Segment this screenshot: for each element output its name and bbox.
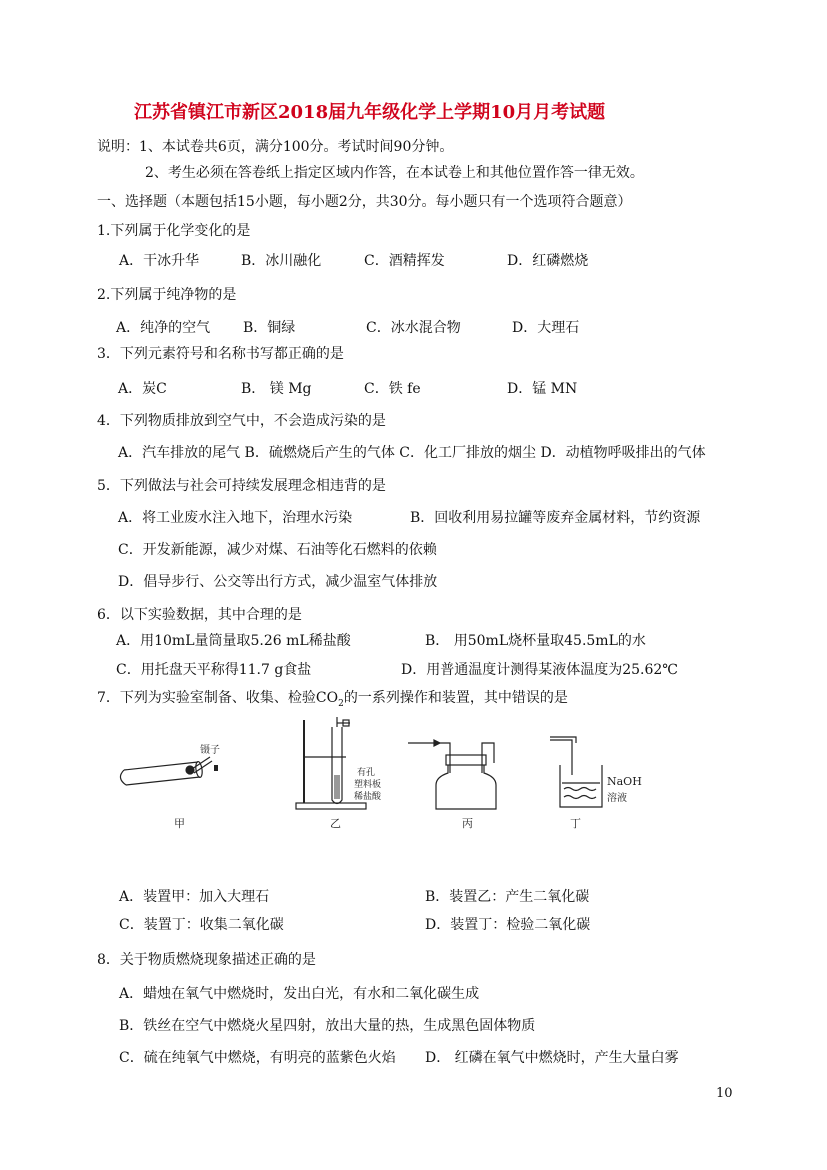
q3-option-c: C．铁 fe	[364, 381, 421, 397]
q6-option-d: D．用普通温度计测得某液体温度为25.62℃	[401, 662, 678, 678]
q1-option-a: A．干冰升华	[119, 253, 200, 269]
q2-option-b: B．铜绿	[243, 320, 296, 336]
q7-option-a: A．装置甲：加入大理石	[119, 889, 270, 905]
q1-option-c: C．酒精挥发	[364, 253, 445, 269]
q2-option-c: C．冰水混合物	[366, 320, 461, 336]
plate-label-2: 塑料板	[354, 780, 382, 790]
q1-option-d: D．红磷燃烧	[507, 253, 589, 269]
q5-option-b: B．回收利用易拉罐等废弃金属材料，节约资源	[410, 510, 701, 526]
note-2: 2、考生必须在答卷纸上指定区域内作答，在本试卷上和其他位置作答一律无效。	[145, 165, 644, 181]
q1-stem: 1.下列属于化学变化的是	[97, 223, 251, 239]
q8-option-b: B．铁丝在空气中燃烧火星四射，放出大量的热，生成黑色固体物质	[119, 1018, 536, 1034]
q5-option-d: D．倡导步行、公交等出行方式，减少温室气体排放	[118, 574, 438, 590]
apparatus-jia	[120, 743, 220, 785]
q7-stem-sub: 2	[338, 698, 344, 709]
page-number: 10	[716, 1086, 733, 1101]
q7-option-c: C．装置丁：收集二氧化碳	[119, 917, 284, 933]
q8-option-a: A．蜡烛在氧气中燃烧时，发出白光，有水和二氧化碳生成	[119, 986, 480, 1002]
q3-option-b: B． 镁 Mg	[241, 381, 312, 397]
q7-stem-post: 的一系列操作和装置，其中错误的是	[343, 690, 568, 706]
apparatus-bing	[408, 740, 496, 809]
q8-stem: 8．关于物质燃烧现象描述正确的是	[97, 952, 316, 968]
q6-option-b: B． 用50mL烧杯量取45.5mL的水	[425, 633, 646, 649]
q3-option-d: D．锰 MN	[507, 381, 578, 397]
q4-stem: 4．下列物质排放到空气中，不会造成污染的是	[97, 413, 386, 429]
q8-option-d: D． 红磷在氧气中燃烧时，产生大量白雾	[425, 1050, 679, 1066]
q2-stem: 2.下列属于纯净物的是	[97, 287, 237, 303]
label-yi: 乙	[330, 817, 341, 830]
q2-option-a: A．纯净的空气	[116, 320, 211, 336]
q6-stem: 6．以下实验数据，其中合理的是	[97, 607, 302, 623]
acid-label: 稀盐酸	[354, 792, 382, 802]
apparatus-figure	[110, 715, 670, 835]
naoh-label: NaOH	[607, 775, 642, 788]
q1-option-b: B．冰川融化	[241, 253, 322, 269]
page-title: 江苏省镇江市新区2018届九年级化学上学期10月月考试题	[134, 102, 606, 123]
q7-stem	[97, 689, 568, 713]
q3-option-a: A．炭C	[118, 381, 167, 397]
q2-option-d: D．大理石	[512, 320, 580, 336]
tweezers-label: 镊子	[200, 745, 220, 756]
q7-stem-pre: 7．下列为实验室制备、收集、检验CO	[97, 690, 339, 706]
q6-option-c: C．用托盘天平称得11.7 g食盐	[116, 662, 312, 678]
q7-option-d: D．装置丁：检验二氧化碳	[425, 917, 591, 933]
q3-stem: 3．下列元素符号和名称书写都正确的是	[97, 346, 344, 362]
q8-option-c: C．硫在纯氧气中燃烧，有明亮的蓝紫色火焰	[119, 1050, 396, 1066]
q5-stem: 5．下列做法与社会可持续发展理念相违背的是	[97, 478, 386, 494]
label-jia: 甲	[174, 817, 185, 830]
section-heading: 一、选择题（本题包括15小题，每小题2分，共30分。每小题只有一个选项符合题意）	[97, 194, 632, 210]
q5-option-c: C．开发新能源，减少对煤、石油等化石燃料的依赖	[118, 542, 437, 558]
q4-options: A．汽车排放的尾气 B．硫燃烧后产生的气体 C．化工厂排放的烟尘 D．动植物呼吸排出的气体	[118, 445, 706, 461]
label-ding: 丁	[570, 817, 581, 830]
apparatus-ding	[550, 737, 642, 807]
solution-label: 溶液	[607, 793, 627, 804]
note-1: 说明：1、本试卷共6页，满分100分。考试时间90分钟。	[97, 139, 454, 155]
apparatus-yi	[296, 717, 382, 809]
label-bing: 丙	[462, 817, 473, 830]
plate-label-1: 有孔	[357, 768, 376, 778]
q7-option-b: B．装置乙：产生二氧化碳	[425, 889, 590, 905]
q6-option-a: A．用10mL量筒量取5.26 mL稀盐酸	[116, 633, 351, 649]
q5-option-a: A．将工业废水注入地下，治理水污染	[118, 510, 353, 526]
